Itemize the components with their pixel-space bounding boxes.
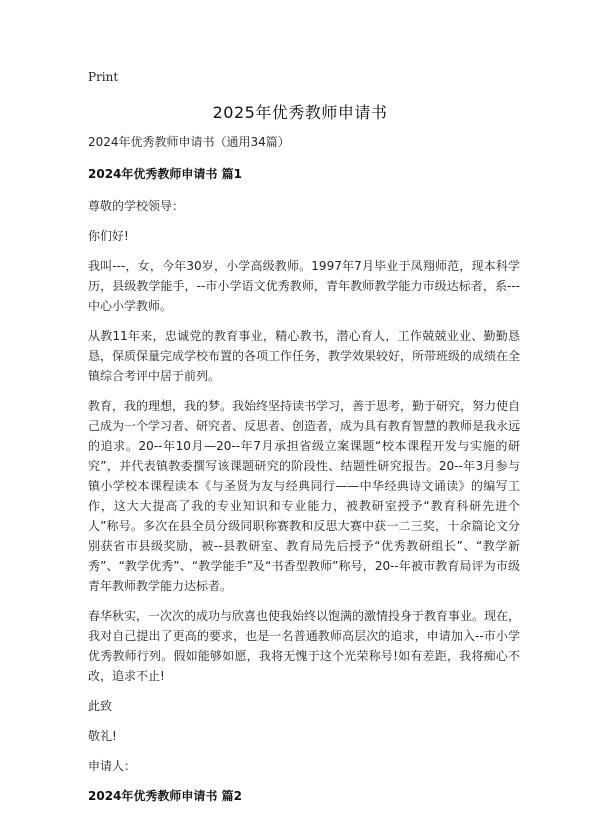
- applicant-line: 申请人：: [88, 759, 137, 773]
- paragraph: 从教11年来，忠诚党的教育事业，精心教书，潜心育人，工作兢兢业业、勤勤恳恳，保质保量完成学校布置的各项工作任务，教学效果较好，所带班级的成绩在全镇综合考评中居于前列。: [88, 329, 521, 383]
- closing-line-1: 此致: [88, 699, 113, 713]
- print-label[interactable]: Print: [88, 70, 119, 84]
- greeting: 你们好!: [88, 229, 129, 243]
- salutation: 尊敬的学校领导：: [88, 199, 185, 213]
- section-heading-1: 2024年优秀教师申请书 篇1: [88, 167, 242, 181]
- page-title: 2025年优秀教师申请书: [212, 103, 388, 122]
- paragraph: 我叫---，女，今年30岁，小学高级教师。1997年7月毕业于凤翔师范，现本科学历，县级教学能手，--市小学语文优秀教师，青年教师教学能力市级达标者，系---中心小学教师。: [88, 259, 520, 313]
- section-heading-2: 2024年优秀教师申请书 篇2: [88, 789, 242, 803]
- document-subtitle: 2024年优秀教师申请书（通用34篇）: [88, 135, 290, 149]
- paragraph: 教育，我的理想，我的梦。我始终坚持读书学习，善于思考，勤于研究，努力使自己成为一个学习者、研究者、反思者、创造者，成为具有教育智慧的教师是我永远的追求。20--年10月—20--年7月承担省级立案课题“校本课程开发与实施的研究”，并代表镇教委撰写该课题研究的阶段性、结题性研究报告。20--年3月参与镇小学校本课程读本《与圣贤为友与经典同行——中华经典诗文诵读》的编写工作，这大大提高了我的专业知识和专业能力，被教研室授予“教育科研先进个人”称号。多次在县全员分级同职称赛教和反思大赛中获一二三奖，十余篇论文分别获省市县级奖励，被--县教研室、教育局先后授予“优秀教研组长”、“教学新秀”、“教学优秀”、“教学能手”及“书香型教师”称号，20--年被市教育局评为市级青年教师教学能力达标者。: [88, 399, 521, 593]
- closing-line-2: 敬礼!: [88, 729, 117, 743]
- document-body: [88, 132, 520, 818]
- paragraph: 春华秋实，一次次的成功与欣喜也使我始终以饱满的激情投身于教育事业。现在，我对自己提出了更高的要求，也是一名普通教师高层次的追求，申请加入--市小学优秀教师行列。假如能够如愿，我将无愧于这个光荣称号!如有差距，我将痴心不改，追求不止!: [88, 609, 521, 683]
